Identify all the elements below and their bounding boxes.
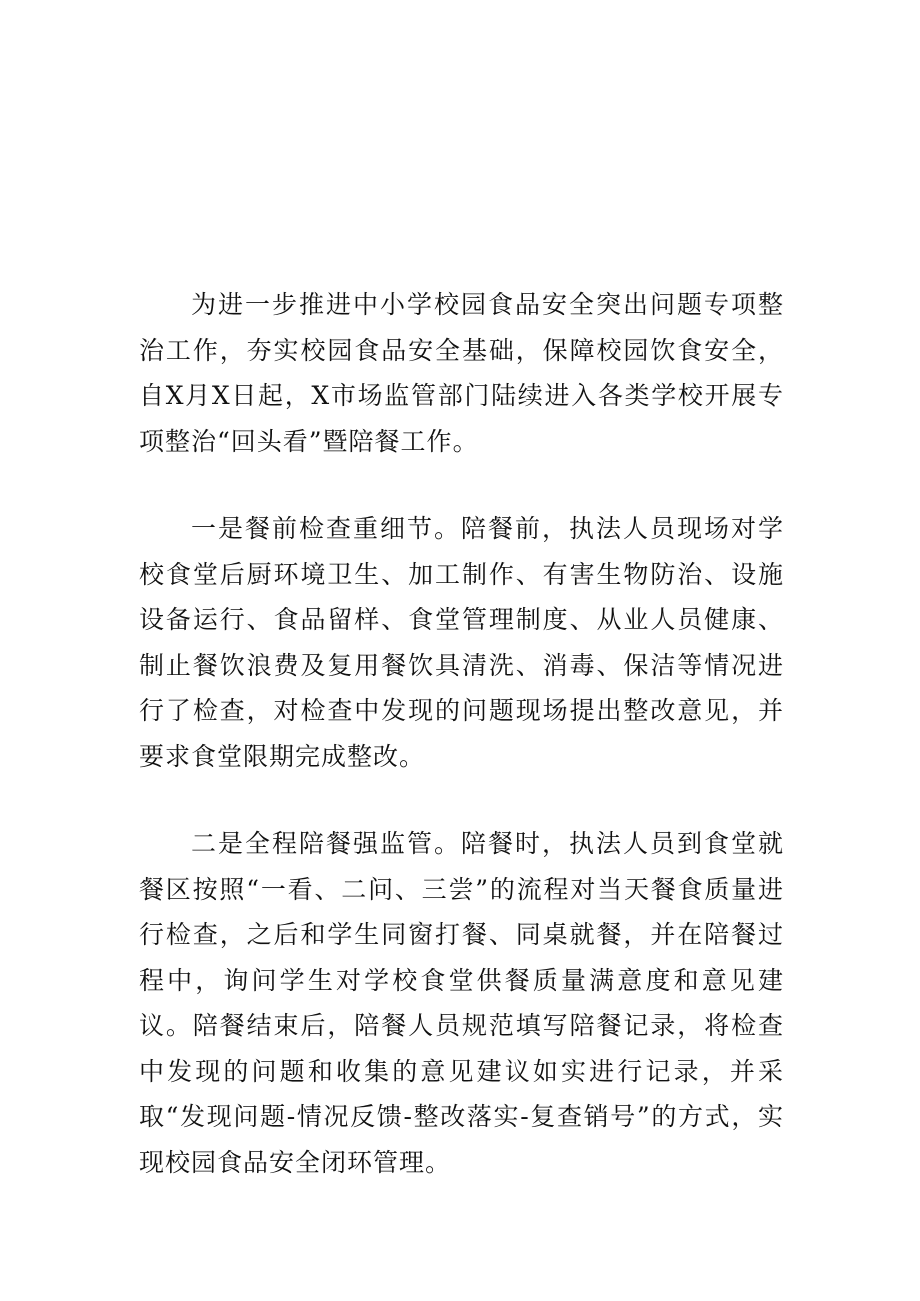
document-body <box>139 282 784 1227</box>
paragraph-accompanied-meal-supervision: 二是全程陪餐强监管。陪餐时，执法人员到食堂就餐区按照“一看、二问、三尝”的流程对当天餐食质量进行检查，之后和学生同窗打餐、同桌就餐，并在陪餐过程中，询问学生对学校食堂供餐质量满意度和意见建议。陪餐结束后，陪餐人员规范填写陪餐记录，将检查中发现的问题和收集的意见建议如实进行记录，并采取“发现问题-情况反馈-整改落实-复查销号”的方式，实现校园食品安全闭环管理。 <box>139 829 784 1177</box>
paragraph-pre-meal-inspection: 一是餐前检查重细节。陪餐前，执法人员现场对学校食堂后厨环境卫生、加工制作、有害生物防治、设施设备运行、食品留样、食堂管理制度、从业人员健康、制止餐饮浪费及复用餐饮具清洗、消毒、保洁等情况进行了检查，对检查中发现的问题现场提出整改意见，并要求食堂限期完成整改。 <box>139 514 784 771</box>
paragraph-intro: 为进一步推进中小学校园食品安全突出问题专项整治工作，夯实校园食品安全基础，保障校园饮食安全，自X月X日起，X市场监管部门陆续进入各类学校开展专项整治“回头看”暨陪餐工作。 <box>139 290 784 456</box>
